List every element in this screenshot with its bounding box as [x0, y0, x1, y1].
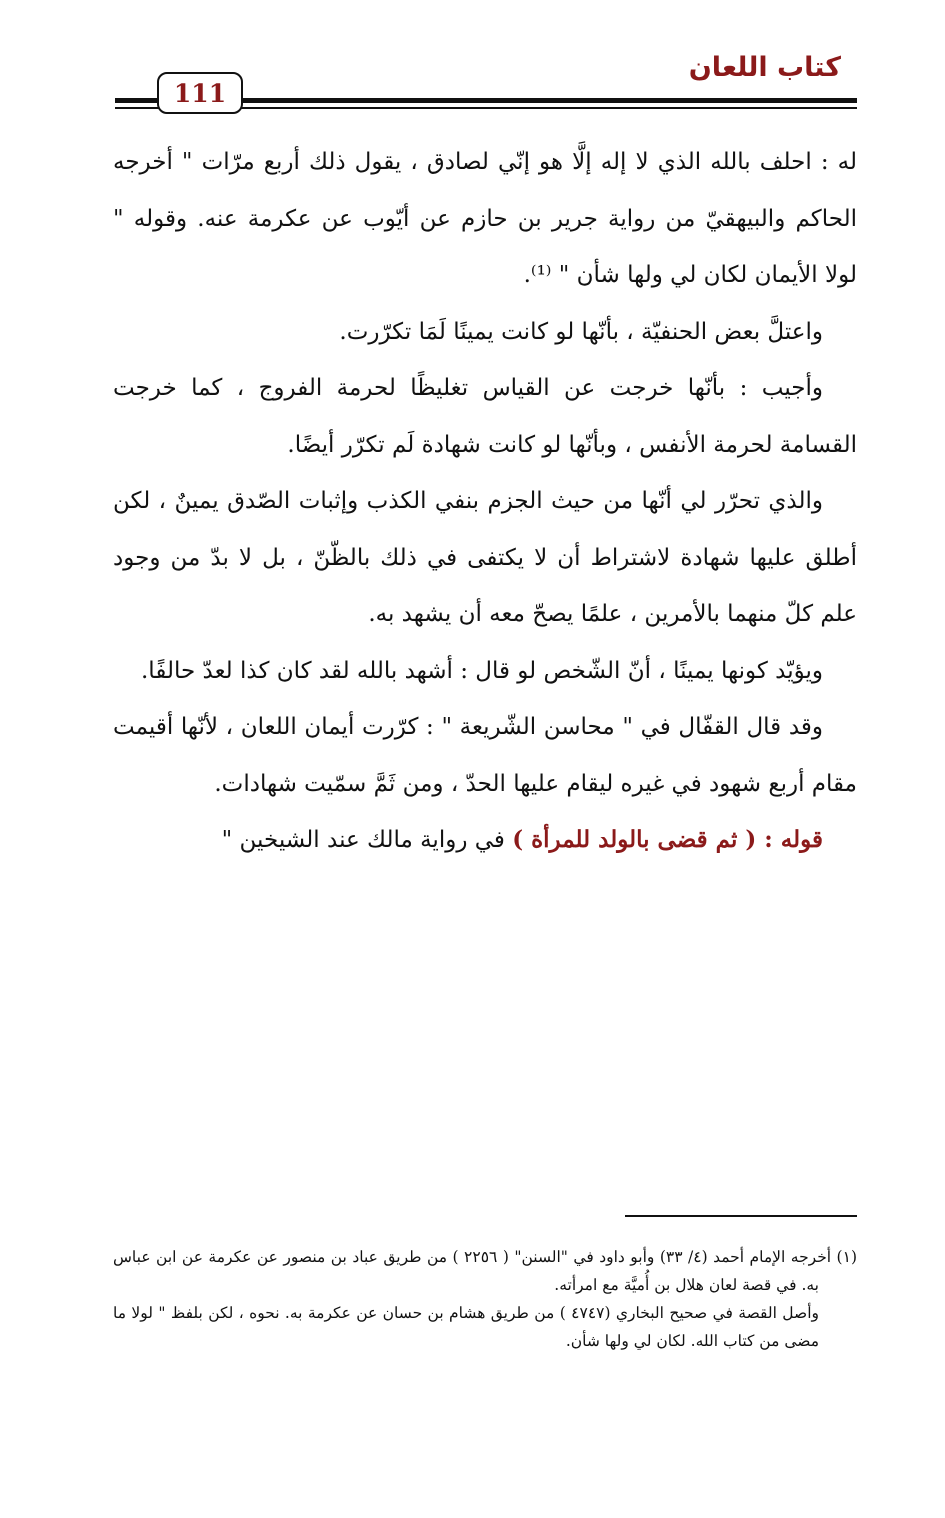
paragraph-6: وقد قال القفّال في " محاسن الشّريعة " : كرّرت أيمان اللعان ، لأنّها أقيمت مقام أربع شهود في غيره ليقام عليها الحدّ ، ومن ثَمَّ سمّيت شهادات. — [113, 714, 857, 797]
paragraph-3: وأجيب : بأنّها خرجت عن القياس تغليظًا لحرمة الفروج ، كما خرجت القسامة لحرمة الأنفس ، وبأنّها لو كانت شهادة لَم تكرّر أيضًا. — [113, 375, 857, 458]
paragraph-5: ويؤيّد كونها يمينًا ، أنّ الشّخص لو قال : أشهد بالله لقد كان كذا لعدّ حالفًا. — [141, 657, 823, 684]
paragraph-4: والذي تحرّر لي أنّها من حيث الجزم بنفي الكذب وإثبات الصّدق يمينٌ ، لكن أطلق عليها شهادة لاشتراط أن لا يكتفى في ذلك بالظّنّ ، بل لا بدّ من وجود علم كلّ منهما بالأمرين ، علمًا يصحّ معه أن يشهد به. — [113, 488, 857, 627]
main-text — [113, 134, 857, 869]
chapter-title: كتاب اللعان — [688, 52, 841, 83]
footnote-1-continued: وأصل القصة في صحيح البخاري (٤٧٤٧ ) من طريق هشام بن حسان عن عكرمة به. نحوه ، لكن بلفظ " لولا ما مضى من كتاب الله. لكان لي ولها شأن. — [113, 1304, 819, 1350]
quoted-heading: قوله : ( ثم قضى بالولد للمرأة ) — [512, 826, 823, 853]
page-number: 111 — [157, 72, 243, 114]
footnote-separator — [625, 1215, 857, 1217]
paragraph-2: واعتلَّ بعض الحنفيّة ، بأنّها لو كانت يمينًا لَمَا تكرّرت. — [339, 318, 823, 345]
paragraph-7 — [113, 812, 857, 869]
footnote-1: (١) أخرجه الإمام أحمد (٤/ ٣٣) وأبو داود في "السنن" ( ٢٢٥٦ ) من طريق عباد بن منصور عن عكرمة عن ابن عباس به. في قصة لعان هلال بن أُميَّة مع امرأته. — [113, 1248, 857, 1294]
footnotes — [113, 1243, 857, 1355]
paragraph-1: له : احلف بالله الذي لا إله إلَّا هو إنّي لصادق ، يقول ذلك أربع مرّات " أخرجه الحاكم والبيهقيّ من رواية جرير بن حازم عن أيّوب عن عكرمة عنه. وقوله " لولا الأيمان لكان لي ولها شأن " ⁽¹⁾. — [113, 149, 857, 288]
paragraph-7-text: في رواية مالك عند الشيخين " — [221, 827, 513, 853]
